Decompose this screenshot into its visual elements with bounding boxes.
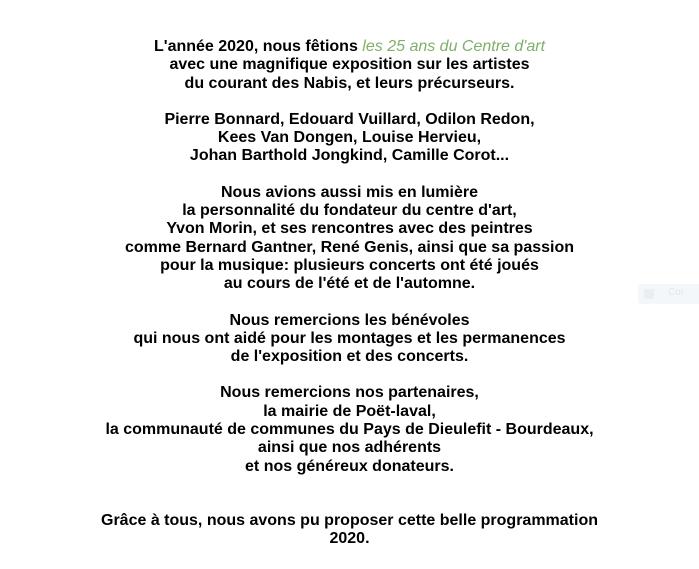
paragraph-founder xyxy=(0,184,699,294)
text-line: au cours de l'été et de l'automne. xyxy=(223,275,476,293)
text-line: comme Bernard Gantner, René Genis, ainsi que sa passion xyxy=(124,238,575,256)
text-line: Nous avions aussi mis en lumière xyxy=(221,183,478,201)
text-line: Grâce à tous, nous avons pu proposer cette belle programmation xyxy=(101,511,598,529)
paragraph-artists xyxy=(0,111,699,166)
text-segment: L'année 2020, nous fêtions xyxy=(153,38,363,55)
text-line: la communauté de communes du Pays de Dieulefit - Bourdeaux, xyxy=(105,421,594,439)
text-line xyxy=(0,38,699,56)
paragraph-volunteers xyxy=(0,312,699,367)
side-widget-label: Cor xyxy=(668,287,685,298)
text-line: la mairie de Poët-laval, xyxy=(263,402,436,420)
text-line: du courant des Nabis, et leurs précurseurs. xyxy=(184,74,515,92)
anniversary-highlight: les 25 ans du Centre d'art xyxy=(362,38,546,55)
paragraph-anniversary xyxy=(0,38,699,93)
paragraph-thanks xyxy=(0,512,699,549)
text-line: Nous remercions nos partenaires, xyxy=(220,384,479,402)
main-text-block xyxy=(0,38,699,567)
faded-widget-icon xyxy=(644,289,654,299)
text-line: Nous remercions les bénévoles xyxy=(229,311,470,329)
text-line: Johan Barthold Jongkind, Camille Corot... xyxy=(189,147,510,165)
text-line: Pierre Bonnard, Edouard Vuillard, Odilon Redon, xyxy=(164,110,535,128)
text-line: de l'exposition et des concerts. xyxy=(230,348,469,366)
text-line: et nos généreux donateurs. xyxy=(245,457,454,475)
paragraph-partners xyxy=(0,384,699,475)
side-floating-widget[interactable] xyxy=(638,284,699,304)
text-line: ainsi que nos adhérents xyxy=(257,439,442,457)
text-line: pour la musique: plusieurs concerts ont été joués xyxy=(160,256,539,274)
text-line: Yvon Morin, et ses rencontres avec des peintres xyxy=(166,220,533,238)
text-line: avec une magnifique exposition sur les artistes xyxy=(169,56,530,74)
text-line: 2020. xyxy=(329,530,370,548)
text-line: qui nous ont aidé pour les montages et les permanences xyxy=(133,329,566,347)
text-line: Kees Van Dongen, Louise Hervieu, xyxy=(217,129,482,147)
text-line: la personnalité du fondateur du centre d'art, xyxy=(182,202,517,220)
